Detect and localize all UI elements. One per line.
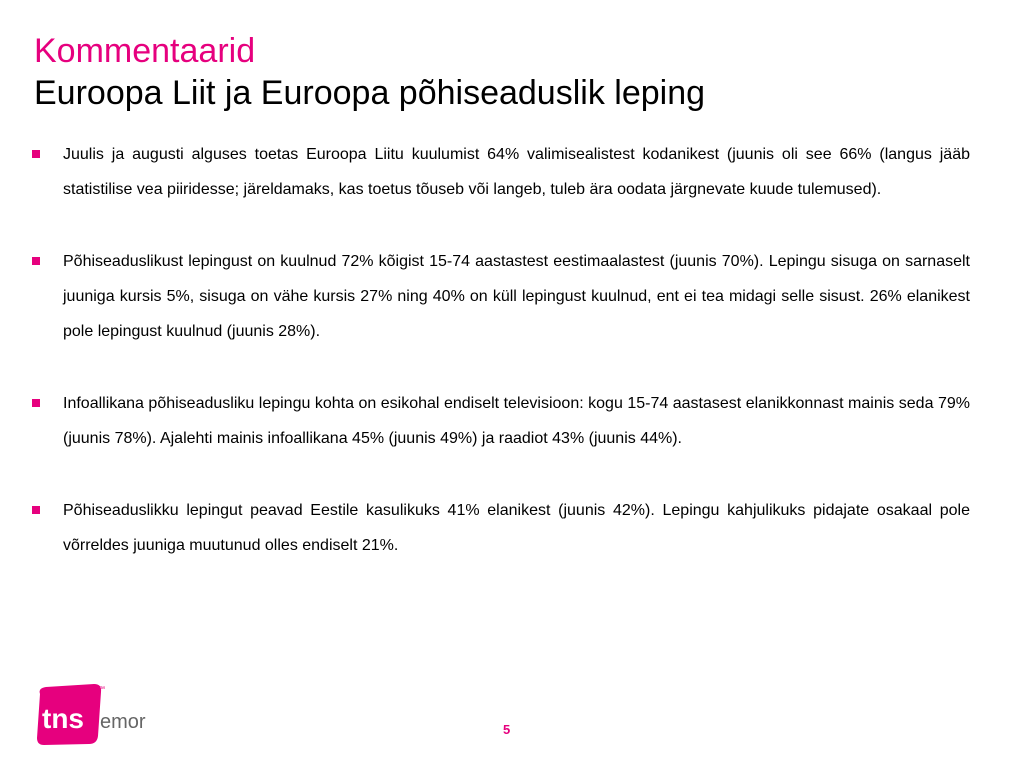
page-number: 5 [503,722,511,737]
square-bullet-icon [32,506,40,514]
square-bullet-icon [32,257,40,265]
bullet-text: Infoallikana põhiseadusliku lepingu kohta on esikohal endiselt televisioon: kogu 15-74 aastasest elanikkonnast mainis seda 79% (juunis 78%). Ajalehti mainis infoallikana 45% (juunis 49%) ja raadiot 43% (juunis 44%). [63,395,970,447]
logo-suffix-text: emor [100,711,146,733]
slide-subtitle: Euroopa Liit ja Euroopa põhiseaduslik leping [34,74,706,112]
bullet-item [30,493,970,563]
title-block [34,30,994,114]
bullet-item [30,137,970,207]
bullet-item [30,386,970,456]
square-bullet-icon [32,399,40,407]
bullet-text: Põhiseaduslikku lepingut peavad Eestile kasulikuks 41% elanikest (juunis 42%). Lepingu kahjulikuks pidajate osakaal pole võrreldes juuniga muutunud olles endiselt 21%. [63,502,970,554]
square-bullet-icon [32,150,40,158]
bullet-text: Juulis ja augusti alguses toetas Euroopa Liitu kuulumist 64% valimisealistest kodanikest (juunis oli see 66% (langus jääb statistilise vea piiridesse; järeldamaks, kas toetus tõuseb või langeb, tuleb ära oodata järgnevate kuude tulemused). [63,146,970,198]
logo-brand-text: tns [42,703,84,734]
bullet-list [30,137,970,600]
logo-trademark-text: ™ [98,686,105,693]
bullet-item [30,244,970,349]
bullet-text: Põhiseaduslikust lepingust on kuulnud 72% kõigist 15-74 aastastest eestimaalastest (juunis 70%). Lepingu sisuga on sarnaselt juuniga kursis 5%, sisuga on vähe kursis 27% ning 40% on küll lepingust kuulnud, ent ei tea midagi selle sisust. 26% elanikest pole lepingust kuulnud (juunis 28%). [63,253,970,340]
tns-emor-logo [36,684,146,746]
slide-title: Kommentaarid [34,32,256,70]
